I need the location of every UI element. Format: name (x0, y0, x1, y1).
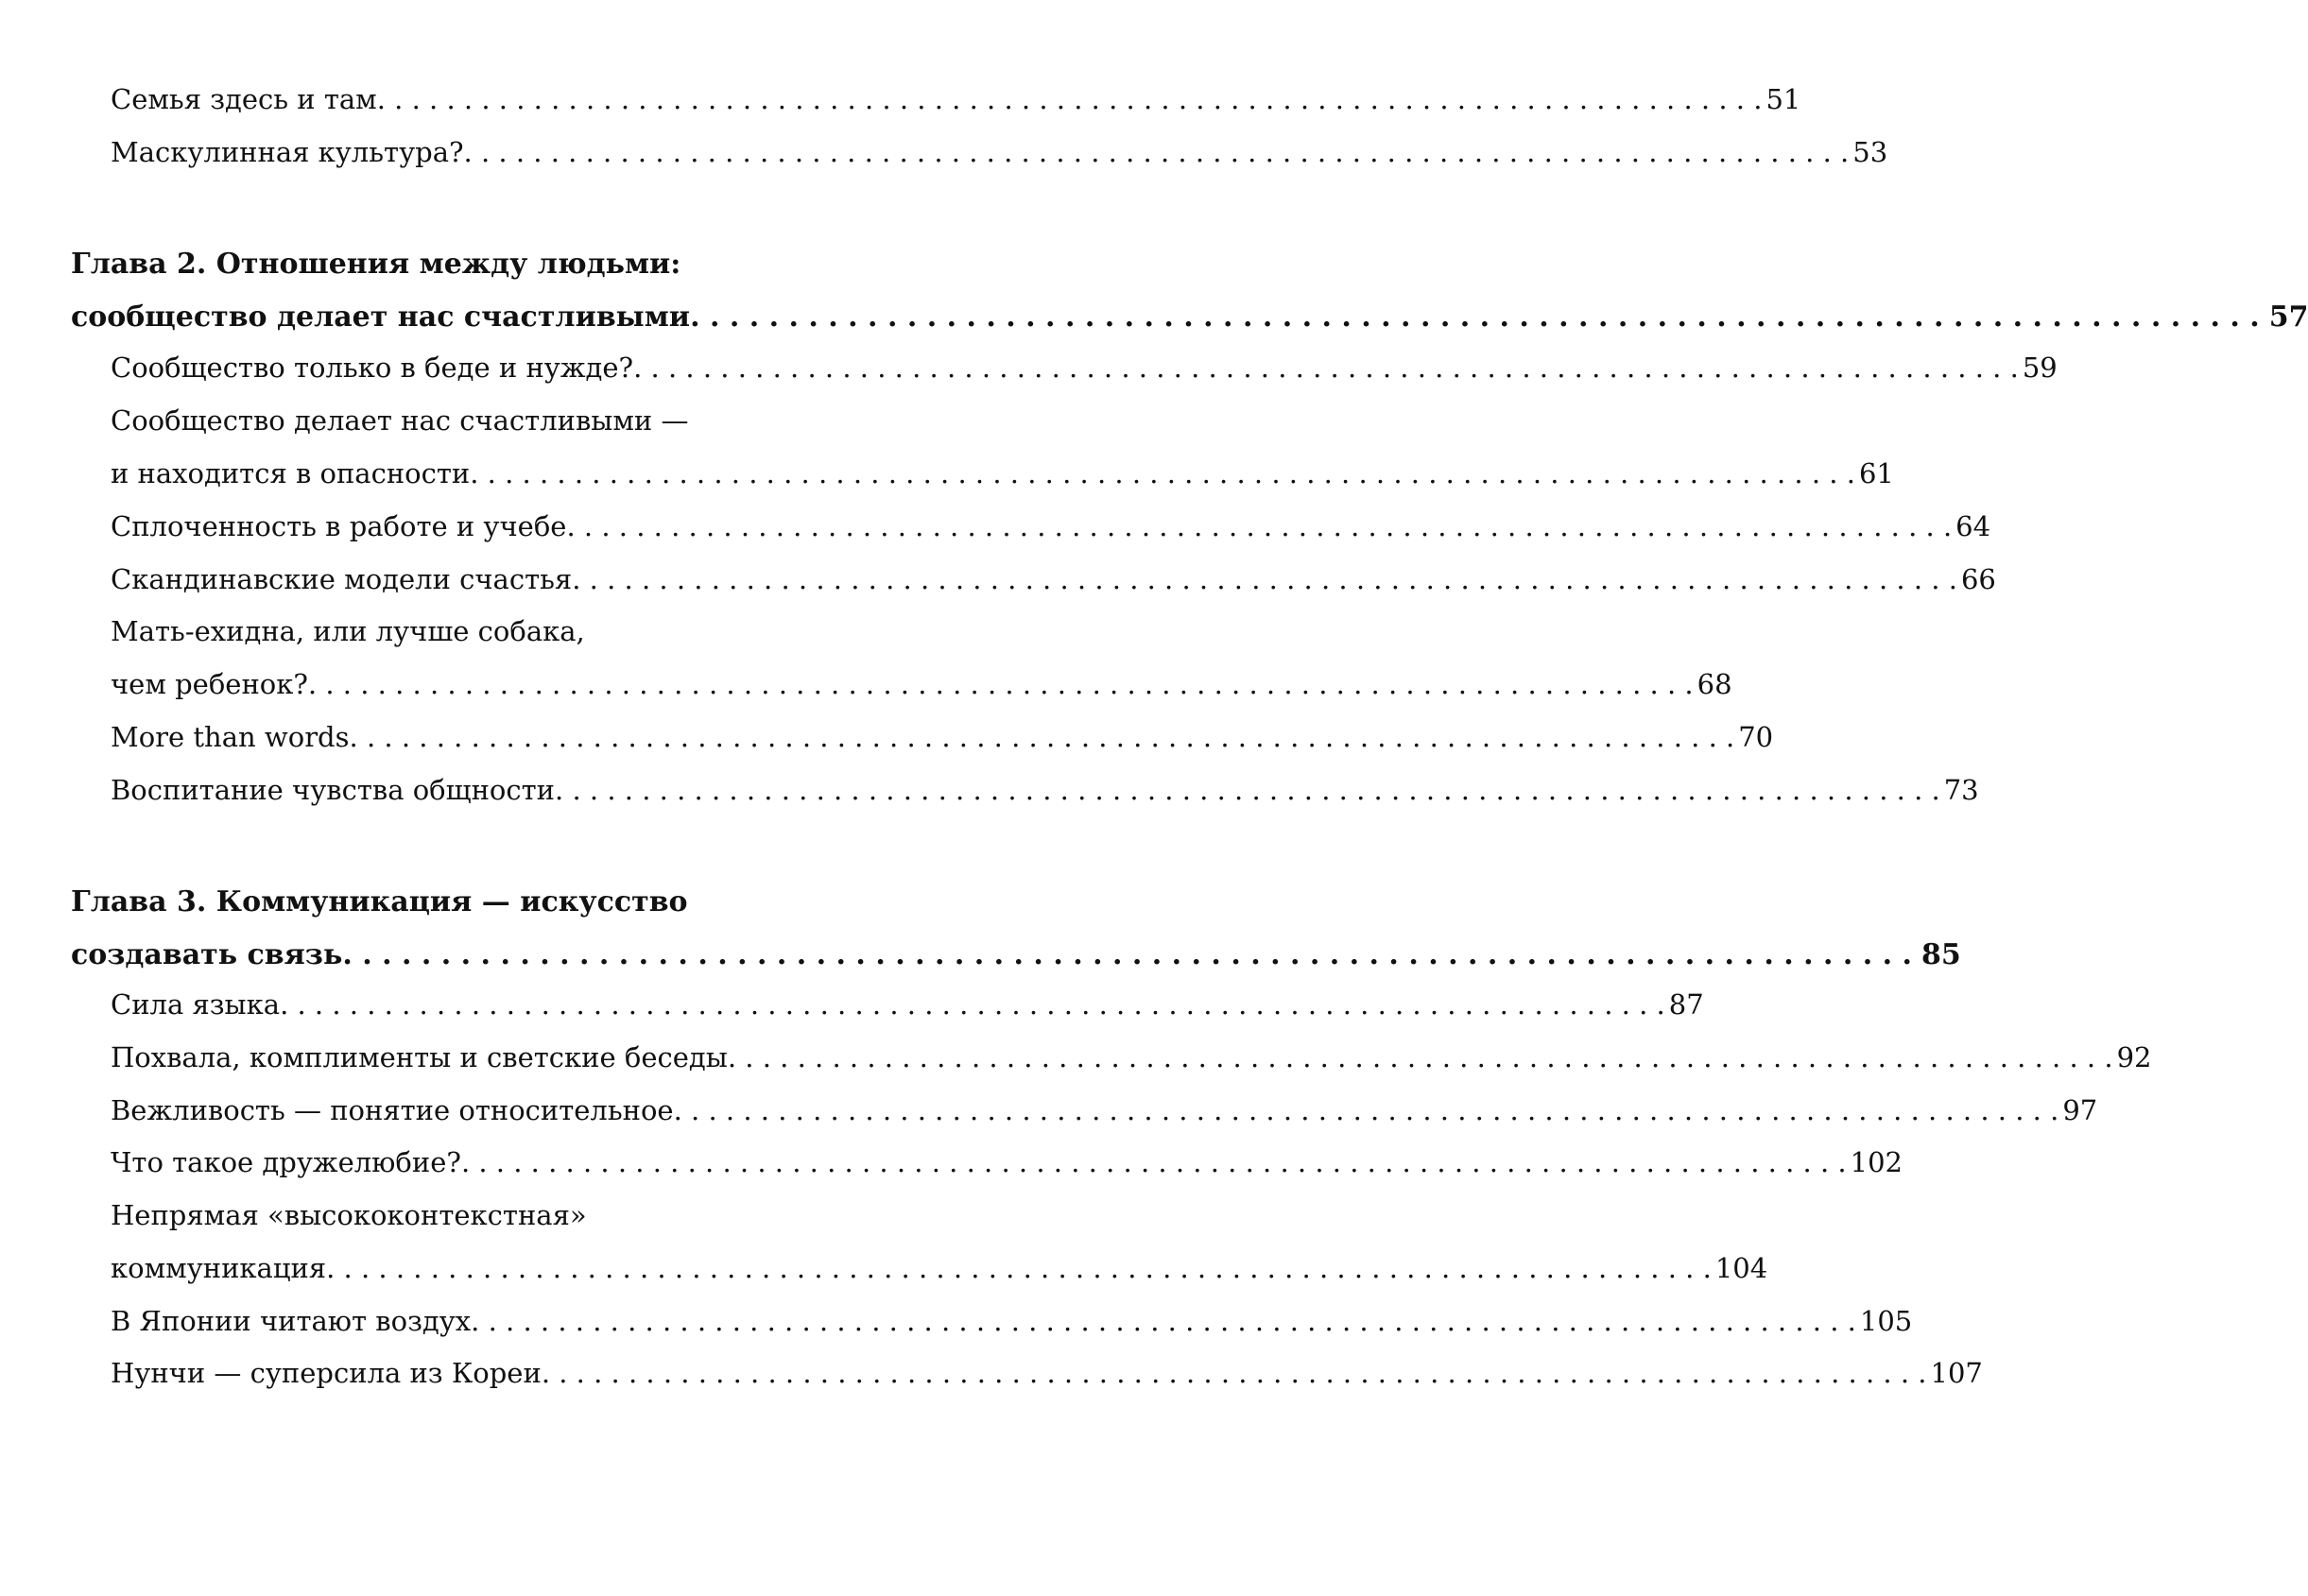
dot-leader: . . . . . . . . . . . . . . . . . . . . . . . . . . . . . . . . . . . . . . . . . . . . . . . . . . . . . . . . . . . . . . . . . . . . . . . . . . . . . . . . (673, 1094, 2059, 1126)
toc-entry-title: Сплоченность в работе и учебе (111, 510, 567, 542)
dot-leader: . . . . . . . . . . . . . . . . . . . . . . . . . . . . . . . . . . . . . . . . . . . . . . . . . . . . . . . . . . . . . . . . . . . . . . . . . . . . . . . . (566, 510, 1953, 542)
dot-leader: . . . . . . . . . . . . . . . . . . . . . . . . . . . . . . . . . . . . . . . . . . . . . . . . . . . . . . . . . . . . . . . . . . . . . . . . . . . . . . . . (572, 563, 1957, 595)
toc-entry-title: коммуникация (111, 1252, 327, 1284)
toc-entry-title: и находится в опасности (111, 457, 471, 489)
dot-leader: . . . . . . . . . . . . . . . . . . . . . . . . . . . . . . . . . . . . . . . . . . . . . . . . . . . . . . . . . . . . . . . . . . . . . . . . . . . . . . . . (376, 83, 1763, 115)
toc-entry-title: Скандинавские модели счастья (111, 563, 573, 595)
dot-leader: . . . . . . . . . . . . . . . . . . . . . . . . . . . . . . . . . . . . . . . . . . . . . . . . . . . . . . . . . . . . . . . . . . . . . . . . . . . . . . . . (555, 774, 1940, 806)
toc-entry[interactable] (111, 1252, 1768, 1299)
toc-entry-title: Нунчи — суперсила из Кореи (111, 1357, 542, 1389)
dot-leader: . . . . . . . . . . . . . . . . . . . . . . . . . . . . . . . . . . . . . . . . . . . . . . . . . . . . . . . . . . . . . . . . . . . . . . . . . . . . . . . . (342, 938, 1912, 971)
toc-entry[interactable] (111, 1146, 1903, 1193)
toc-entry-page: 104 (1714, 1252, 1768, 1284)
toc-entry[interactable] (111, 457, 1894, 505)
toc-entry-title-line1: Мать-ехидна, или лучше собака, (111, 615, 585, 647)
chapter-heading[interactable] (71, 300, 2308, 348)
toc-entry[interactable] (111, 1305, 1913, 1352)
chapter-title-line2: сообщество делает нас счастливыми (71, 300, 691, 334)
dot-leader: . . . . . . . . . . . . . . . . . . . . . . . . . . . . . . . . . . . . . . . . . . . . . . . . . . . . . . . . . . . . . . . . . . . . . . . . . . . . . . . . (460, 1146, 1847, 1178)
dot-leader: . . . . . . . . . . . . . . . . . . . . . . . . . . . . . . . . . . . . . . . . . . . . . . . . . . . . . . . . . . . . . . . . . . . . . . . . . . . . . . . . (280, 988, 1665, 1021)
chapter-title-line2: создавать связь (71, 938, 343, 971)
toc-entry[interactable] (111, 352, 2058, 399)
toc-entry[interactable] (111, 1357, 1983, 1404)
toc-entry-title: чем ребенок? (111, 668, 308, 700)
toc-entry[interactable] (111, 615, 857, 662)
chapter-heading[interactable] (71, 248, 857, 295)
dot-leader: . . . . . . . . . . . . . . . . . . . . . . . . . . . . . . . . . . . . . . . . . . . . . . . . . . . . . . . . . . . . . . . . . . . . . . . . . . . . . . . . (463, 136, 1850, 168)
dot-leader: . . . . . . . . . . . . . . . . . . . . . . . . . . . . . . . . . . . . . . . . . . . . . . . . . . . . . . . . . . . . . . . . . . . . . . . . . . . . . . . . (690, 300, 2260, 334)
toc-entry[interactable] (111, 1094, 2098, 1141)
toc-entry-page: 102 (1850, 1146, 1903, 1178)
toc-entry[interactable] (111, 774, 1979, 821)
toc-entry-title: В Японии читают воздух (111, 1305, 472, 1337)
chapter-title-line1: Глава 2. Отношения между людьми: (71, 248, 681, 281)
dot-leader: . . . . . . . . . . . . . . . . . . . . . . . . . . . . . . . . . . . . . . . . . . . . . . . . . . . . . . . . . . . . . . . . . . . . . . . . . . . . . . . . (633, 352, 2019, 384)
toc-entry[interactable] (111, 721, 1774, 768)
toc-entry-title: Вежливость — понятие относительное (111, 1094, 674, 1126)
toc-entry[interactable] (111, 668, 1732, 715)
toc-entry-title-line1: Сообщество делает нас счастливыми — (111, 404, 689, 437)
toc-entry-page: 64 (1955, 510, 1991, 542)
toc-entry[interactable] (111, 563, 1996, 610)
toc-entry-page: 70 (1738, 721, 1774, 753)
chapter-page: 85 (1920, 938, 1961, 971)
toc-entry-page: 66 (1960, 563, 1996, 595)
toc-entry-title: Маскулинная культура? (111, 136, 464, 168)
toc-entry-page: 53 (1852, 136, 1888, 168)
dot-leader: . . . . . . . . . . . . . . . . . . . . . . . . . . . . . . . . . . . . . . . . . . . . . . . . . . . . . . . . . . . . . . . . . . . . . . . . . . . . . . . . (349, 721, 1735, 753)
toc-entry-page: 68 (1697, 668, 1732, 700)
toc-entry-page: 105 (1859, 1305, 1913, 1337)
toc-entry[interactable] (111, 136, 1888, 183)
toc-entry-title: Сила языка (111, 988, 281, 1021)
dot-leader: . . . . . . . . . . . . . . . . . . . . . . . . . . . . . . . . . . . . . . . . . . . . . . . . . . . . . . . . . . . . . . . . . . . . . . . . . . . . . . . . (541, 1357, 1927, 1389)
toc-entry-page: 73 (1943, 774, 1979, 806)
toc-entry-page: 97 (2062, 1094, 2098, 1126)
toc-entry[interactable] (111, 83, 1801, 130)
chapter-page: 57 (2268, 300, 2308, 334)
toc-entry-title: Семья здесь и там (111, 83, 377, 115)
chapter-heading[interactable] (71, 885, 857, 933)
chapter-heading[interactable] (71, 938, 1961, 986)
dot-leader: . . . . . . . . . . . . . . . . . . . . . . . . . . . . . . . . . . . . . . . . . . . . . . . . . . . . . . . . . . . . . . . . . . . . . . . . . . . . . . . . (470, 457, 1855, 489)
toc-entry[interactable] (111, 1199, 857, 1246)
toc-entry[interactable] (111, 404, 857, 452)
chapter-title-line1: Глава 3. Коммуникация — искусство (71, 885, 688, 918)
toc-entry[interactable] (111, 1041, 2152, 1089)
toc-entry-page: 92 (2116, 1041, 2152, 1073)
toc-entry[interactable] (111, 510, 1991, 558)
toc-entry-page: 61 (1858, 457, 1894, 489)
toc-entry-title: Что такое дружелюбие? (111, 1146, 461, 1178)
dot-leader: . . . . . . . . . . . . . . . . . . . . . . . . . . . . . . . . . . . . . . . . . . . . . . . . . . . . . . . . . . . . . . . . . . . . . . . . . . . . . . . . (326, 1252, 1712, 1284)
dot-leader: . . . . . . . . . . . . . . . . . . . . . . . . . . . . . . . . . . . . . . . . . . . . . . . . . . . . . . . . . . . . . . . . . . . . . . . . . . . . . . . . (727, 1041, 2113, 1073)
toc-entry-title: Похвала, комплименты и светские беседы (111, 1041, 728, 1073)
toc-entry-title: Воспитание чувства общности (111, 774, 556, 806)
toc-entry-title: Сообщество только в беде и нужде? (111, 352, 634, 384)
toc-entry-title-line1: Непрямая «высококонтекстная» (111, 1199, 587, 1231)
toc-entry-title: More than words (111, 721, 350, 753)
toc-entry-page: 107 (1930, 1357, 1983, 1389)
dot-leader: . . . . . . . . . . . . . . . . . . . . . . . . . . . . . . . . . . . . . . . . . . . . . . . . . . . . . . . . . . . . . . . . . . . . . . . . . . . . . . . . (471, 1305, 1856, 1337)
toc-entry-page: 59 (2022, 352, 2058, 384)
toc-entry-page: 87 (1668, 988, 1704, 1021)
dot-leader: . . . . . . . . . . . . . . . . . . . . . . . . . . . . . . . . . . . . . . . . . . . . . . . . . . . . . . . . . . . . . . . . . . . . . . . . . . . . . . . . (307, 668, 1694, 700)
toc-entry[interactable] (111, 988, 1704, 1036)
toc-entry-page: 51 (1765, 83, 1801, 115)
